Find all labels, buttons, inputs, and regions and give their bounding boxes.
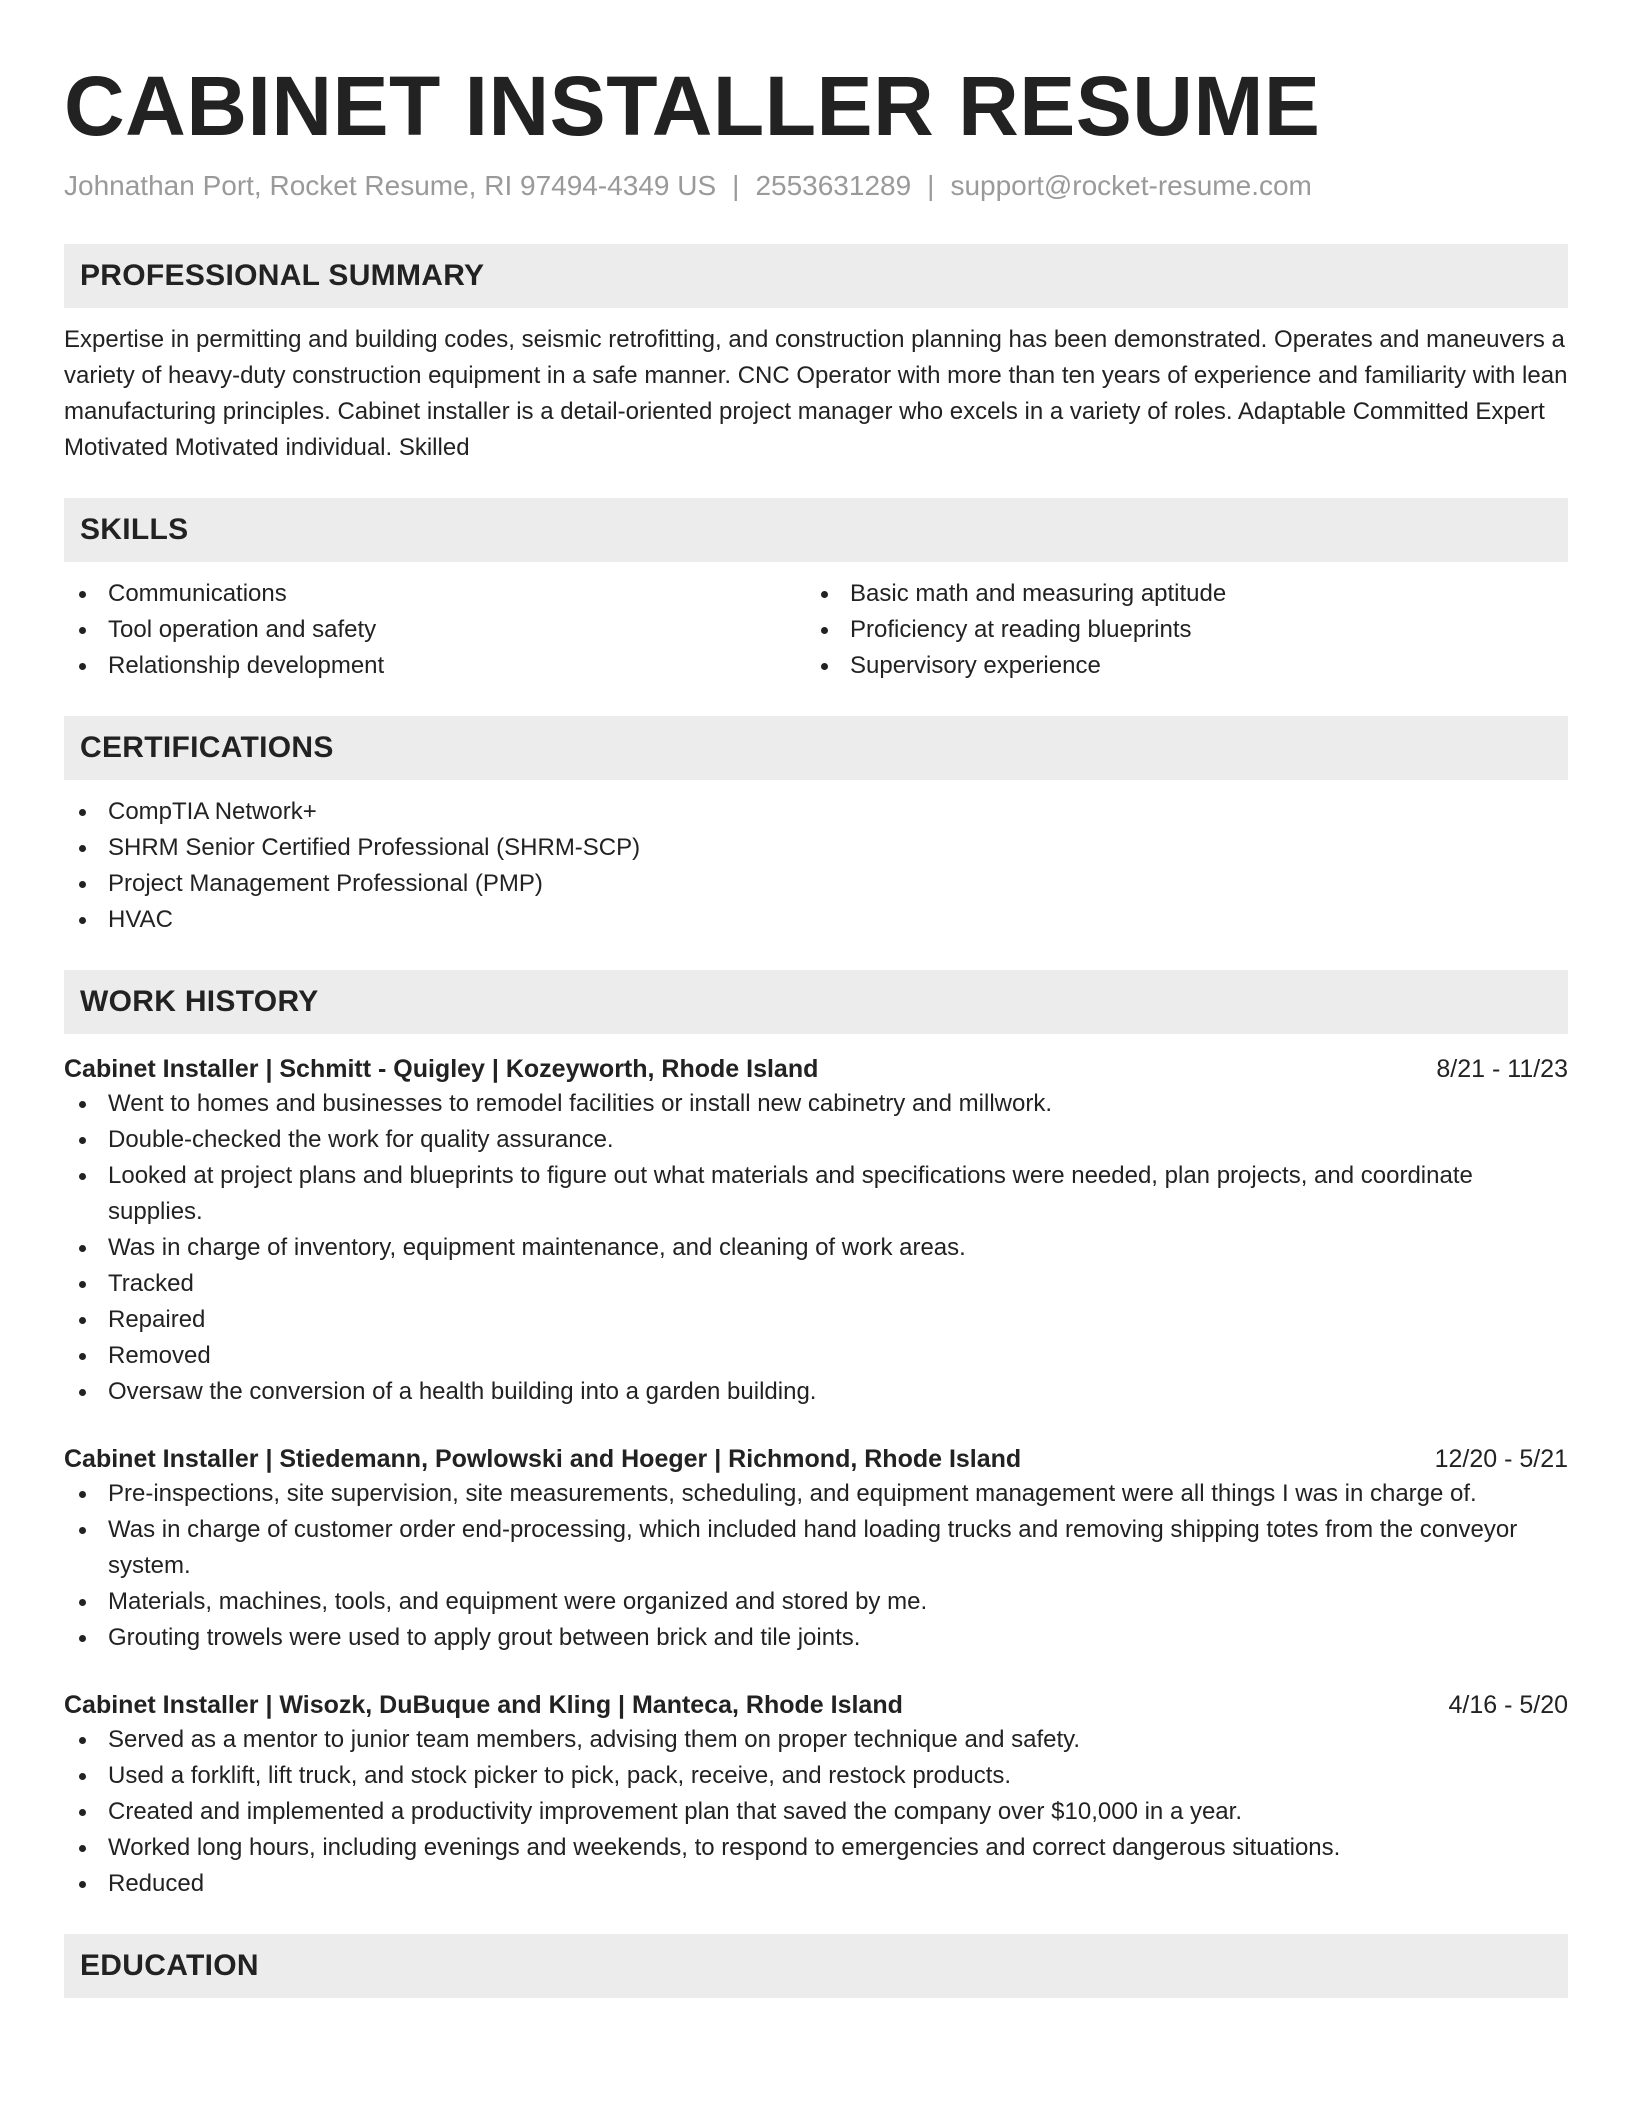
skill-item: Communications: [64, 576, 806, 612]
job-bullet: Looked at project plans and blueprints to figure out what materials and specifications were needed, plan projects, and coordinate supplies.: [64, 1158, 1568, 1230]
skill-item: Proficiency at reading blueprints: [806, 612, 1548, 648]
job-header: [64, 1052, 1568, 1086]
contact-email: support@rocket-resume.com: [950, 170, 1312, 201]
job-bullet: Served as a mentor to junior team members, advising them on proper technique and safety.: [64, 1722, 1568, 1758]
contact-phone: 2553631289: [755, 170, 912, 201]
section-header-skills: SKILLS: [64, 498, 1568, 562]
skill-item: Relationship development: [64, 648, 806, 684]
job-bullet: Went to homes and businesses to remodel facilities or install new cabinetry and millwork.: [64, 1086, 1568, 1122]
section-header-professional-summary: PROFESSIONAL SUMMARY: [64, 244, 1568, 308]
job-bullet: Was in charge of customer order end-processing, which included hand loading trucks and removing shipping totes from the conveyor system.: [64, 1512, 1568, 1584]
certification-item: SHRM Senior Certified Professional (SHRM-SCP): [64, 830, 1568, 866]
skill-item: Basic math and measuring aptitude: [806, 576, 1548, 612]
job-bullet: Reduced: [64, 1866, 1568, 1902]
contact-address: Johnathan Port, Rocket Resume, RI 97494-4349 US: [64, 170, 717, 201]
skill-item: Supervisory experience: [806, 648, 1548, 684]
job-bullet-list: [64, 1086, 1568, 1410]
job-entry: [64, 1442, 1568, 1656]
job-bullet: Removed: [64, 1338, 1568, 1374]
section-header-work-history: WORK HISTORY: [64, 970, 1568, 1034]
certification-item: Project Management Professional (PMP): [64, 866, 1568, 902]
job-bullet: Grouting trowels were used to apply grout between brick and tile joints.: [64, 1620, 1568, 1656]
certification-item: HVAC: [64, 902, 1568, 938]
job-bullet: Was in charge of inventory, equipment maintenance, and cleaning of work areas.: [64, 1230, 1568, 1266]
skills-column-left: [64, 576, 806, 684]
certifications-list: [64, 794, 1568, 938]
job-bullet: Worked long hours, including evenings and weekends, to respond to emergencies and correct dangerous situations.: [64, 1830, 1568, 1866]
certification-item: CompTIA Network+: [64, 794, 1568, 830]
job-bullet-list: [64, 1476, 1568, 1656]
job-bullet: Pre-inspections, site supervision, site measurements, scheduling, and equipment management were all things I was in charge of.: [64, 1476, 1568, 1512]
contact-separator: |: [732, 170, 740, 201]
job-dates: 8/21 - 11/23: [1436, 1055, 1568, 1083]
skills-column-right: [806, 576, 1548, 684]
job-bullet: Tracked: [64, 1266, 1568, 1302]
job-dates: 4/16 - 5/20: [1448, 1691, 1568, 1719]
job-title: Cabinet Installer | Stiedemann, Powlowski and Hoeger | Richmond, Rhode Island: [64, 1445, 1022, 1473]
job-header: [64, 1442, 1568, 1476]
job-header: [64, 1688, 1568, 1722]
job-entry: [64, 1052, 1568, 1410]
job-bullet: Double-checked the work for quality assurance.: [64, 1122, 1568, 1158]
job-bullet: Oversaw the conversion of a health building into a garden building.: [64, 1374, 1568, 1410]
job-bullet-list: [64, 1722, 1568, 1902]
section-header-education: EDUCATION: [64, 1934, 1568, 1998]
job-bullet: Materials, machines, tools, and equipment were organized and stored by me.: [64, 1584, 1568, 1620]
job-title: Cabinet Installer | Schmitt - Quigley | Kozeyworth, Rhode Island: [64, 1055, 819, 1083]
job-bullet: Repaired: [64, 1302, 1568, 1338]
summary-text: Expertise in permitting and building codes, seismic retrofitting, and construction planning has been demonstrated. Operates and maneuvers a variety of heavy-duty construction equipment in a safe manner. CNC Operator with more than ten years of experience and familiarity with lean manufacturing principles. Cabinet installer is a detail-oriented project manager who excels in a variety of roles. Adaptable Committed Expert Motivated Motivated individual. Skilled: [64, 326, 1568, 461]
contact-separator: |: [927, 170, 935, 201]
job-entry: [64, 1688, 1568, 1902]
job-bullet: Used a forklift, lift truck, and stock picker to pick, pack, receive, and restock products.: [64, 1758, 1568, 1794]
contact-line: [64, 168, 1568, 204]
job-bullet: Created and implemented a productivity improvement plan that saved the company over $10,000 in a year.: [64, 1794, 1568, 1830]
job-dates: 12/20 - 5/21: [1434, 1445, 1568, 1473]
resume-title: CABINET INSTALLER RESUME: [64, 59, 1321, 153]
skill-item: Tool operation and safety: [64, 612, 806, 648]
resume-page: [64, 0, 1568, 1998]
section-header-certifications: CERTIFICATIONS: [64, 716, 1568, 780]
skills-list: [64, 576, 1568, 684]
job-title: Cabinet Installer | Wisozk, DuBuque and Kling | Manteca, Rhode Island: [64, 1691, 903, 1719]
